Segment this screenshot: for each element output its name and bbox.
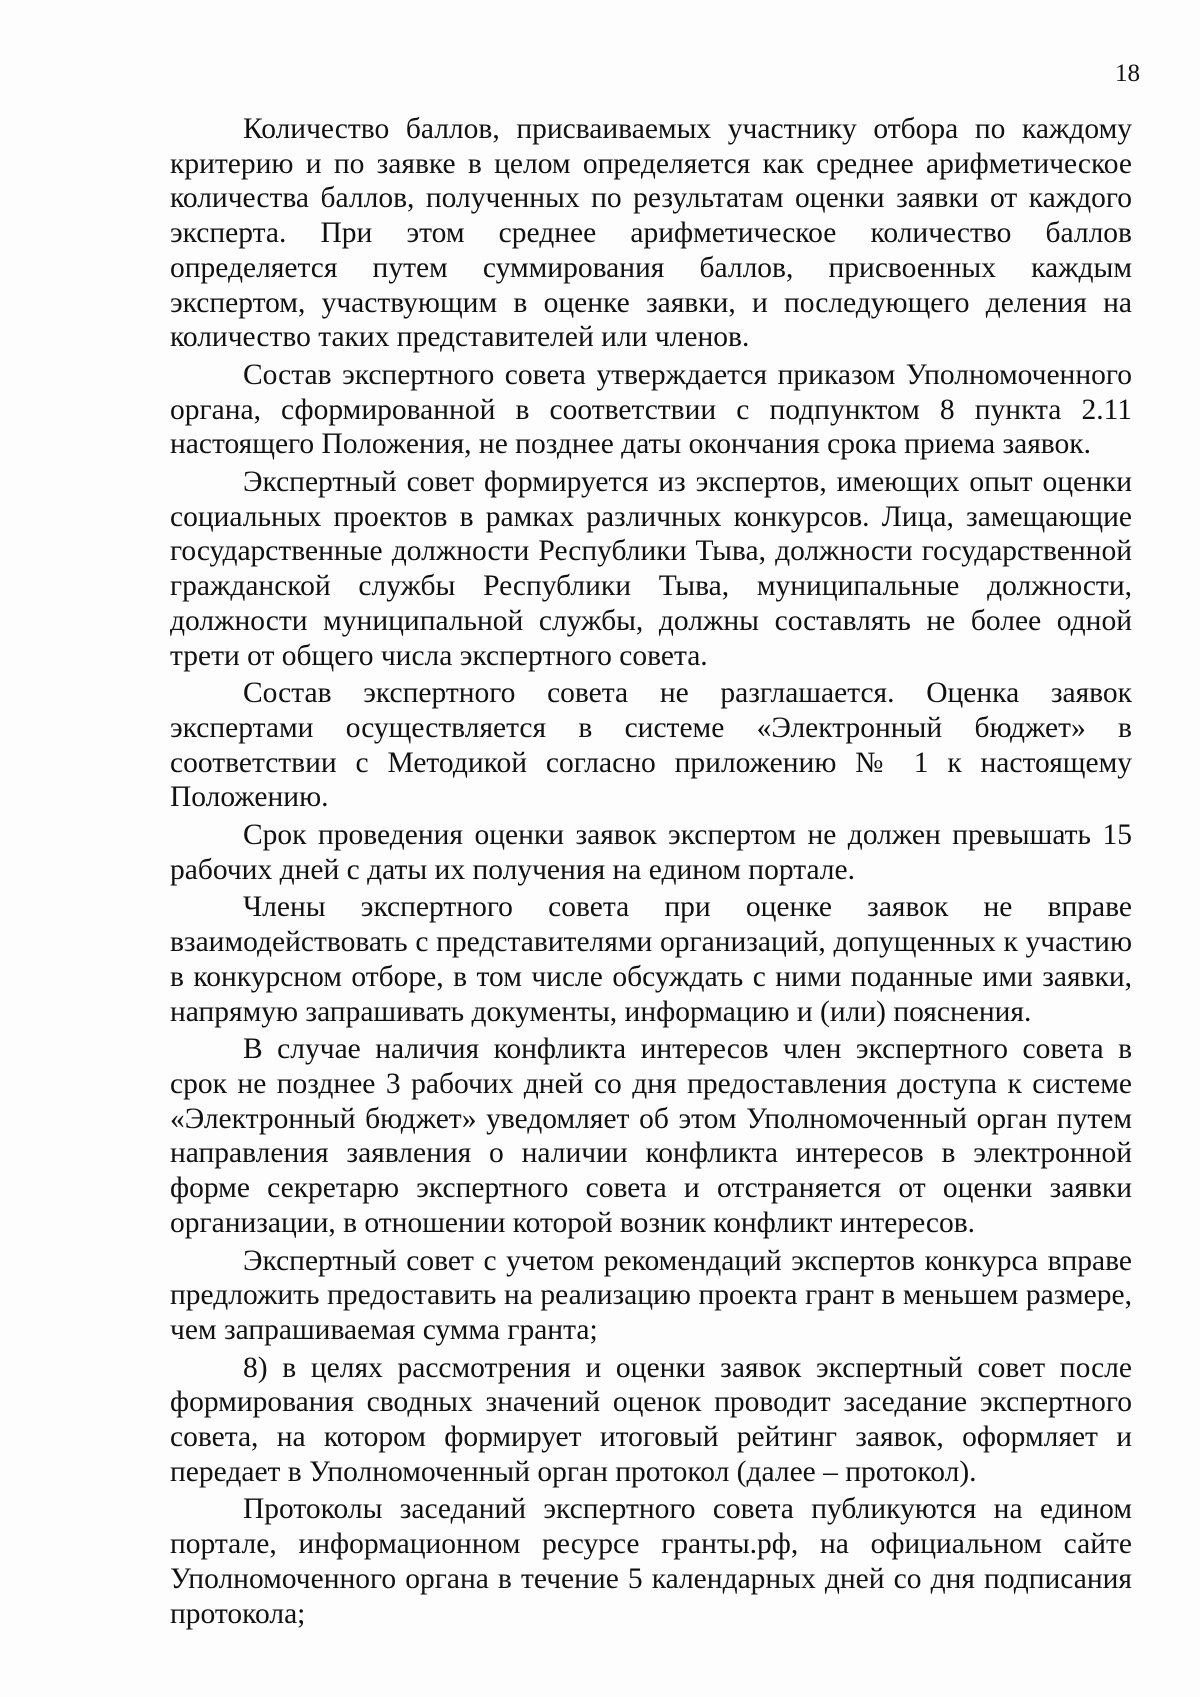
paragraph-score-calculation: Количество баллов, присваиваемых участнику отбора по каждому критерию и по заявке в целом определяется как среднее арифметическое количества баллов, полученных по результатам оценки заявки от каждого эксперта. При этом среднее арифметическое количество баллов определяется путем суммирования баллов, присвоенных каждым экспертом, участвующим в оценке заявки, и последующего деления на количество таких представителей или членов.: [170, 113, 1132, 354]
paragraph-reduced-grant: Экспертный совет с учетом рекомендаций экспертов конкурса вправе предложить предоставить на реализацию проекта грант в меньшем размере, чем запрашиваемая сумма гранта;: [170, 1244, 1132, 1346]
paragraph-council-composition-approval: Состав экспертного совета утверждается приказом Уполномоченного органа, сформированной в соответствии с подпунктом 8 пункта 2.11 настоящего Положения, не позднее даты окончания срока приема заявок.: [170, 358, 1132, 461]
paragraph-item-8-meeting: 8) в целях рассмотрения и оценки заявок экспертный совет после формирования сводных значений оценок проводит заседание экспертного совета, на котором формирует итоговый рейтинг заявок, оформляет и передает в Уполномоченный орган протокол (далее – протокол).: [170, 1351, 1132, 1488]
paragraph-protocol-publication: Протоколы заседаний экспертного совета публикуются на едином портале, информационном ресурсе гранты.рф, на официальном сайте Уполномоченного органа в течение 5 календарных дней со дня подписания протокола;: [170, 1493, 1132, 1630]
paragraph-composition-confidential: Состав экспертного совета не разглашается. Оценка заявок экспертами осуществляется в системе «Электронный бюджет» в соответствии с Методикой согласно приложению № 1 к настоящему Положению.: [170, 677, 1132, 814]
paragraph-evaluation-term: Срок проведения оценки заявок экспертом не должен превышать 15 рабочих дней с даты их получения на едином портале.: [170, 819, 1132, 886]
paragraph-conflict-of-interest: В случае наличия конфликта интересов член экспертного совета в срок не позднее 3 рабочих дней со дня предоставления доступа к системе «Электронный бюджет» уведомляет об этом Уполномоченный орган путем направления заявления о наличии конфликта интересов в электронной форме секретарю экспертного совета и отстраняется от оценки заявки организации, в отношении которой возник конфликт интересов.: [170, 1033, 1132, 1239]
page-number: 18: [1115, 60, 1140, 87]
document-body: [170, 112, 1132, 1631]
paragraph-council-formation: Экспертный совет формируется из экспертов, имеющих опыт оценки социальных проектов в рамках различных конкурсов. Лица, замещающие государственные должности Республики Тыва, должности государственной гражданской службы Республики Тыва, муниципальные должности, должности муниципальной службы, должны составлять не более одной трети от общего числа экспертного совета.: [170, 466, 1132, 672]
paragraph-interaction-prohibited: Члены экспертного совета при оценке заявок не вправе взаимодействовать с представителями организаций, допущенных к участию в конкурсном отборе, в том числе обсуждать с ними поданные ими заявки, напрямую запрашивать документы, информацию и (или) пояснения.: [170, 891, 1132, 1028]
